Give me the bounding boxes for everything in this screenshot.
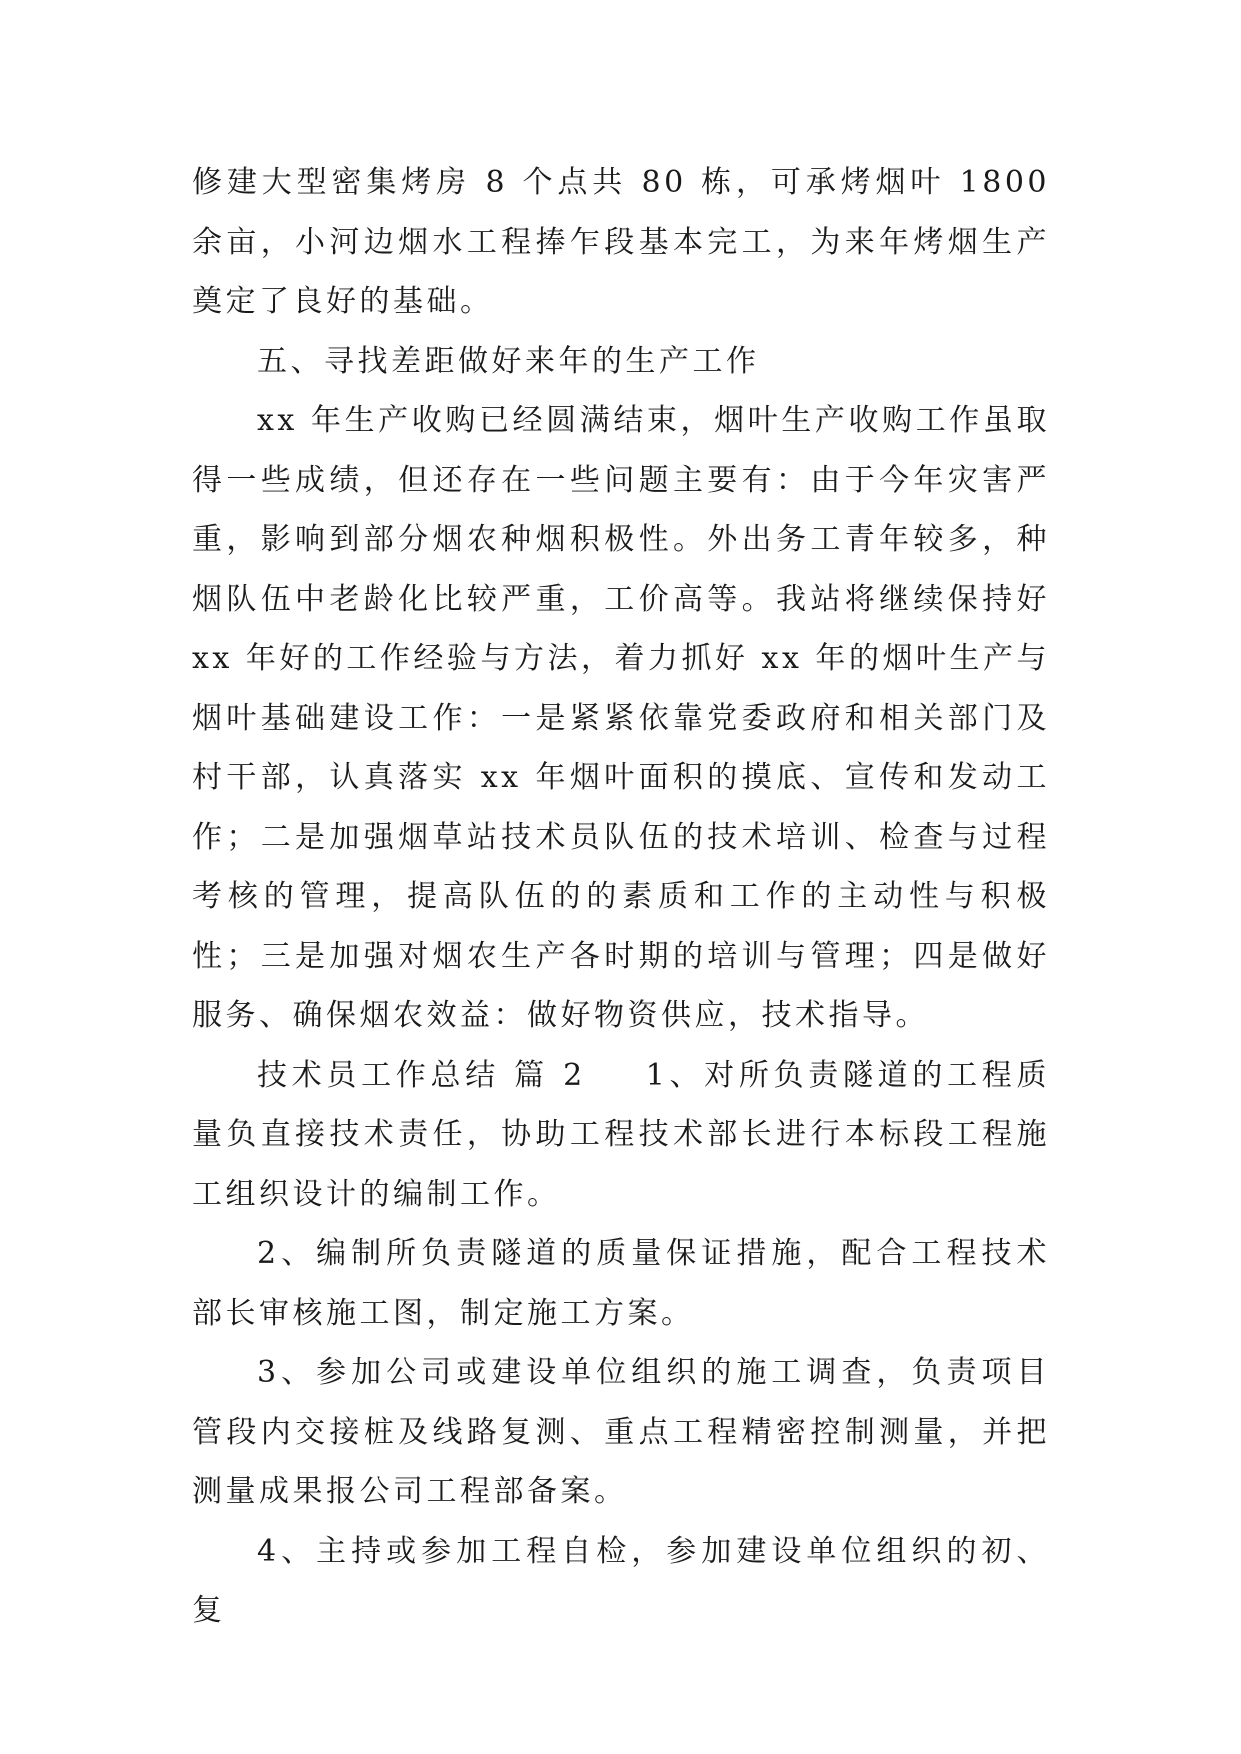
list-item-2: 2、编制所负责隧道的质量保证措施，配合工程技术部长审核施工图，制定施工方案。 <box>192 1236 1050 1331</box>
paragraph-summary: xx 年生产收购已经圆满结束，烟叶生产收购工作虽取得一些成绩，但还存在一些问题主要有：由于今年灾害严重，影响到部分烟农种烟积极性。外出务工青年较多，种烟队伍中老龄化比较严重，工价高等。我站将继续保持好 xx 年好的工作经验与方法，着力抓好 xx 年的烟叶生产与烟叶基础建设工作：一是紧紧依靠党委政府和相关部门及村干部，认真落实 xx 年烟叶面积的摸底、宣传和发动工作；二是加强烟草站技术员队伍的技术培训、检查与过程考核的管理，提高队伍的的素质和工作的主动性与积极性；三是加强对烟农生产各时期的培训与管理；四是做好服务、确保烟农效益：做好物资供应，技术指导。 <box>192 403 1050 1033</box>
paragraph-section-two <box>192 1046 1050 1225</box>
section-heading-five: 五、寻找差距做好来年的生产工作 <box>257 343 760 379</box>
document-page <box>192 153 1050 1641</box>
list-item-4: 4、主持或参加工程自检，参加建设单位组织的初、复 <box>192 1533 1050 1628</box>
list-item-3: 3、参加公司或建设单位组织的施工调查，负责项目管段内交接桩及线路复测、重点工程精密控制测量，并把测量成果报公司工程部备案。 <box>192 1355 1050 1509</box>
paragraph-continuation: 修建大型密集烤房 8 个点共 80 栋，可承烤烟叶 1800 余亩，小河边烟水工程捧乍段基本完工，为来年烤烟生产奠定了良好的基础。 <box>192 165 1050 319</box>
section-title: 技术员工作总结 篇 2 <box>257 1057 586 1093</box>
list-item-1: 1、对所负责隧道的工程质量负直接技术责任，协助工程技术部长进行本标段工程施工组织设计的编制工作。 <box>192 1057 1050 1212</box>
